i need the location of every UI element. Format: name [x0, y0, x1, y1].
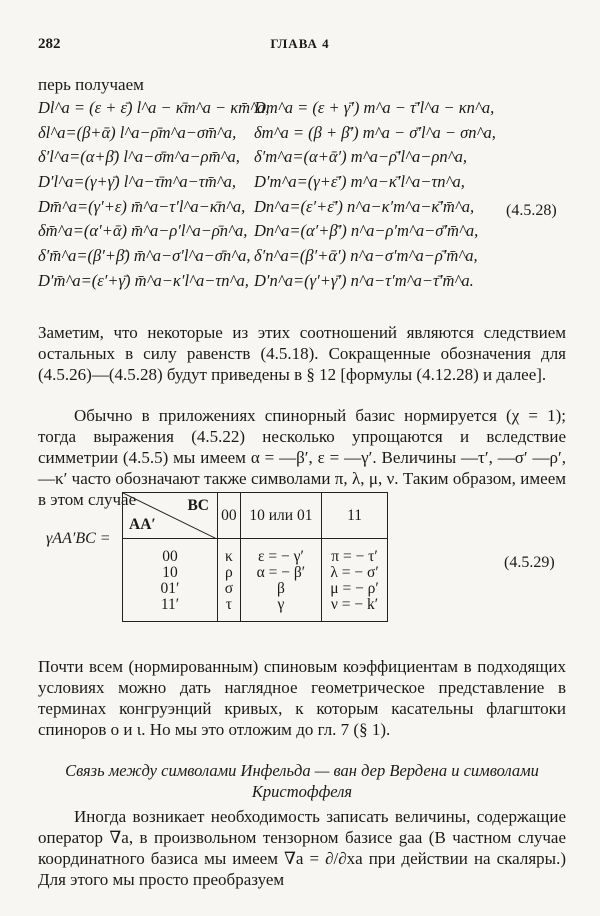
table-cell-col-00	[218, 539, 241, 622]
equation: δ′m^a=(α+ᾱ′) m^a−ρ̄′l^a−ρn^a,	[254, 147, 467, 167]
equation: D′l^a=(γ+γ̄) l^a−τ̄m^a−τm̄^a,	[38, 172, 236, 192]
paragraph	[38, 806, 566, 890]
table-label: γAA′BC =	[46, 530, 111, 547]
equation: Dm^a = (ε + γ̄′) m^a − τ̄′l^a − κn^a,	[254, 98, 495, 117]
column-header: 10 или 01	[240, 493, 321, 539]
equation: δl^a=(β+ᾱ) l^a−ρ̄m^a−σm̄^a,	[38, 122, 237, 142]
table-cell: ρ	[225, 564, 233, 581]
page-header	[38, 36, 562, 56]
intro-text: перь получаем	[38, 75, 144, 94]
equation-row	[38, 246, 508, 271]
equation: Dm̄^a=(γ′+ε) m̄^a−τ′l^a−κ̄n^a,	[38, 196, 246, 216]
corner-label-top: BC	[187, 497, 209, 514]
table-cell: μ = − ρ′	[330, 580, 379, 597]
table-cell-row-labels	[123, 539, 218, 622]
equation: D′m̄^a=(ε′+γ̄) m̄^a−κ′l^a−τn^a,	[38, 270, 249, 290]
table-cell: ν = − k′	[330, 596, 379, 613]
table-cell: γ	[277, 596, 285, 613]
section-heading: Связь между символами Инфельда — ван дер Вердена и символами Кристоффеля	[65, 761, 539, 801]
equation: D′n^a=(γ′+γ̄′) n^a−τ′m^a−τ̄′m̄^a.	[254, 270, 474, 290]
spin-coefficient-table	[122, 492, 388, 622]
table-cell: β	[276, 580, 285, 597]
table-cell: α = − β′	[256, 564, 306, 581]
table-cell: λ = − σ′	[330, 564, 379, 581]
equation: Dn^a=(α′+β̄′) n^a−ρ′m^a−σ̄′m̄^a,	[254, 221, 479, 241]
table-cell-col-11	[322, 539, 388, 622]
table-cell: τ	[225, 596, 232, 613]
equation-number: (4.5.28)	[506, 202, 557, 219]
table-cell: σ	[224, 580, 234, 597]
equation: δm̄^a=(α′+ᾱ) m̄^a−ρ′l^a−ρ̄n^a,	[38, 221, 248, 241]
table-corner-cell	[123, 493, 218, 539]
equation: δ′n^a=(β′+ᾱ′) n^a−σ′m^a−ρ̄′m̄^a,	[254, 246, 478, 266]
table-body-row	[123, 539, 388, 622]
table-cell: κ	[224, 548, 233, 565]
paragraph: Заметим, что некоторые из этих соотношений являются следствием остальных в силу равенств (4.5.18). Сокращенные обозначения для (4.5.26)—(4.5.28) будут приведены в § 12 [формулы (4.12.28) и далее].	[38, 323, 566, 384]
equation-row	[38, 98, 508, 123]
equation-row	[38, 123, 508, 148]
equation: D′m^a=(γ+ε̄′) m^a−κ̄′l^a−τn^a,	[254, 172, 465, 192]
paragraph-text: Обычно в приложениях спинорный базис нормируется (χ = 1); тогда выражения (4.5.22) несколько упрощаются и вследствие симметрии (4.5.5) мы имеем α = —β′, ε = —γ′. Величины —τ′, —σ′ —ρ′, —κ′ часто обозначают также символами π, λ, μ, ν. Таким образом, имеем в этом случае	[38, 406, 566, 509]
equation: δ′m̄^a=(β′+β̄) m̄^a−σ′l^a−σ̄n^a,	[38, 246, 251, 266]
row-label: 01′	[160, 580, 180, 597]
table-cell: ε = − γ′	[257, 548, 304, 565]
equation: δm^a = (β + β̄′) m^a − σ̄′l^a − σn^a,	[254, 122, 496, 142]
equation-number: (4.5.29)	[504, 554, 555, 571]
row-label: 11′	[160, 596, 180, 613]
column-header: 11	[322, 493, 388, 539]
paragraph: Почти всем (нормированным) спиновым коэффициентам в подходящих условиях можно дать наглядное геометрическое представление в терминах конгруэнций кривых, к которым касательны флагштоки спиноров o и ι. Но мы это отложим до гл. 7 (§ 1).	[38, 657, 566, 739]
equation: Dn^a=(ε′+ε̄′) n^a−κ′m^a−κ̄′m̄^a,	[254, 196, 475, 216]
equation-row	[38, 271, 508, 296]
equation-block	[38, 98, 508, 296]
table-cell-col-10	[240, 539, 321, 622]
column-header: 00	[218, 493, 241, 539]
paragraph-text: Иногда возникает необходимость записать величины, содержащие оператор ∇a, в произвольном тензорном базисе gaa (В частном случае координатного базиса мы имеем ∇a = ∂/∂xa при действии на скаляры.) Для этого мы просто преобразуем	[38, 807, 566, 889]
table-cell: π = − τ′	[331, 548, 378, 565]
equation-row	[38, 221, 508, 246]
table-header-row	[123, 493, 388, 539]
equation: Dl^a = (ε + ε̄) l^a − κ̄m^a − κm̄^a,	[38, 98, 270, 117]
row-label: 00	[162, 548, 178, 565]
corner-label-bottom: AA′	[129, 516, 156, 533]
page-number: 282	[38, 36, 61, 52]
equation-row	[38, 172, 508, 197]
equation-row	[38, 197, 508, 222]
equation: δ′l^a=(α+β̄) l^a−σ̄m^a−ρm̄^a,	[38, 147, 240, 167]
running-head: ГЛАВА 4	[270, 36, 330, 51]
equation-row	[38, 147, 508, 172]
row-label: 10	[162, 564, 178, 581]
